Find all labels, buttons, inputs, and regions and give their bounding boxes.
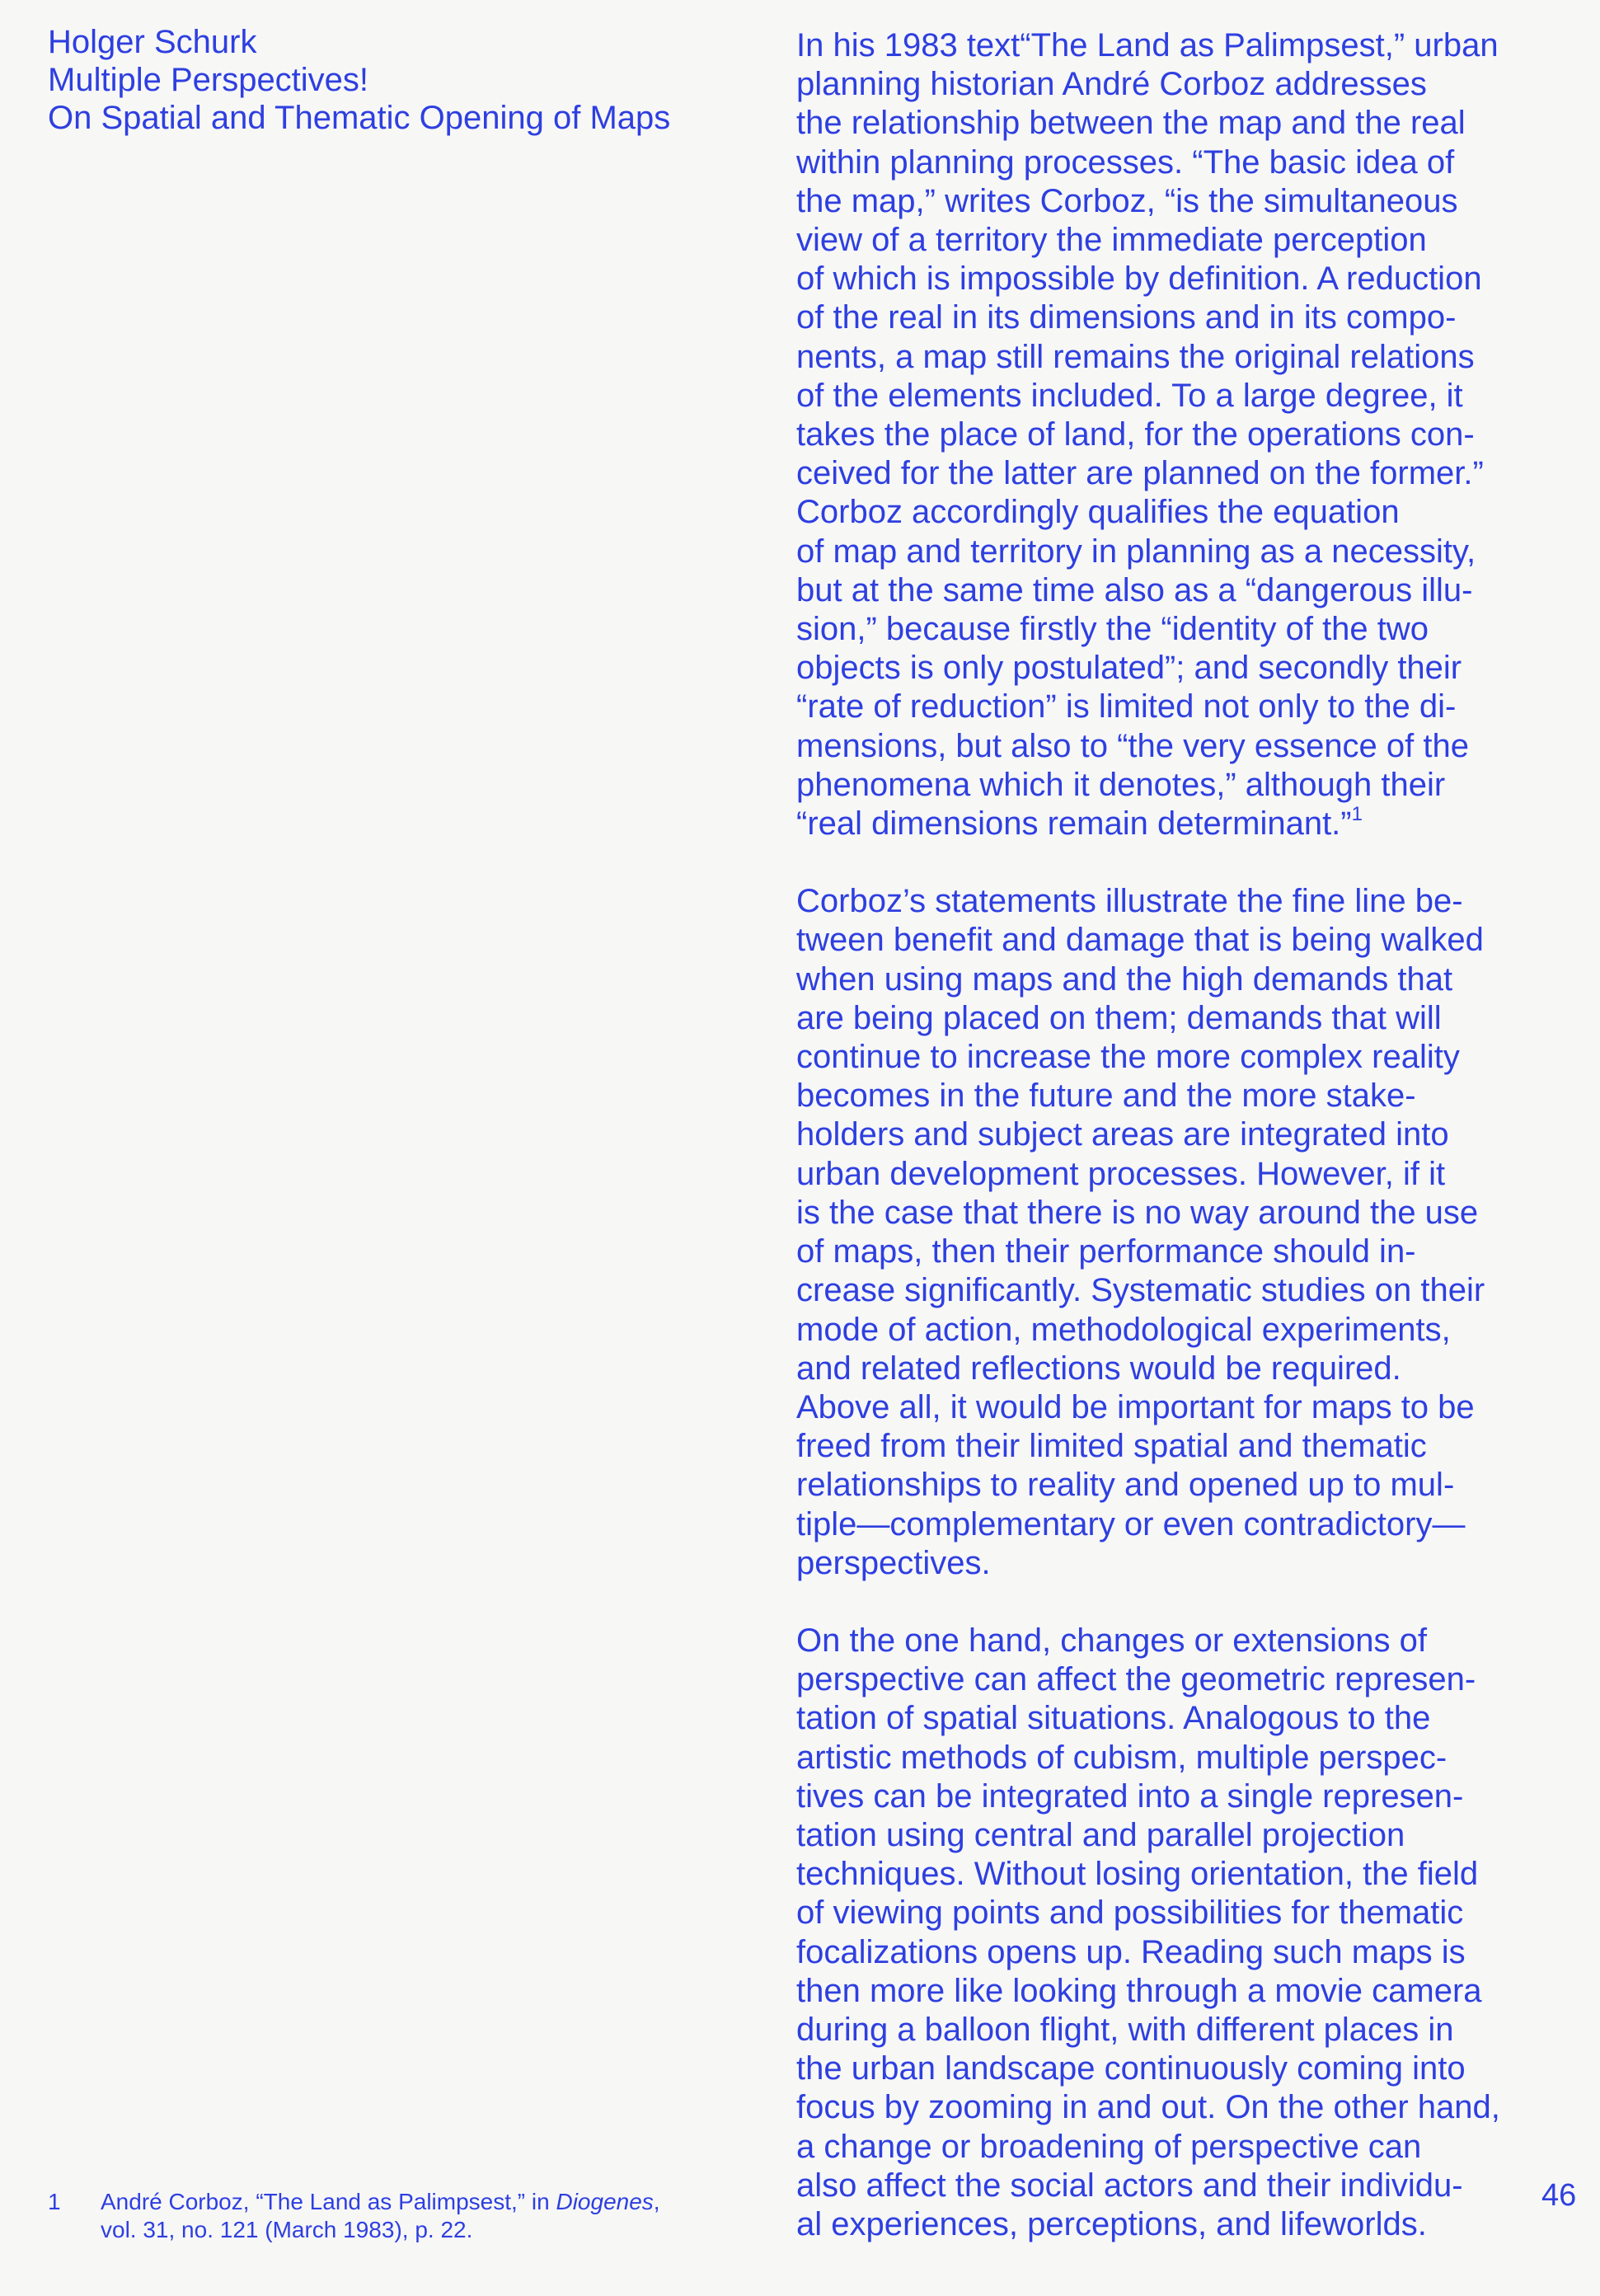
text-line: ceived for the latter are planned on the former.”: [796, 455, 1484, 492]
text-line: of which is impossible by definition. A reduction: [796, 261, 1482, 298]
text-line: urban development processes. However, if it: [796, 1155, 1446, 1192]
text-line: artistic methods of cubism, multiple perspec-: [796, 1739, 1448, 1776]
text-line: planning historian André Corboz addresses: [796, 66, 1427, 103]
text-line: of the real in its dimensions and in its compo-: [796, 299, 1457, 336]
text-line: of the elements included. To a large degree, it: [796, 377, 1463, 414]
text-line: focalizations opens up. Reading such maps is: [796, 1933, 1466, 1970]
text-line: freed from their limited spatial and thematic: [796, 1428, 1427, 1465]
text-line: tiple—complementary or even contradictory—: [796, 1505, 1466, 1542]
text-line: sion,” because firstly the “identity of the two: [796, 611, 1429, 648]
text-line: of map and territory in planning as a necessity,: [796, 533, 1476, 570]
text-line: the urban landscape continuously coming into: [796, 2050, 1466, 2087]
article-subtitle: On Spatial and Thematic Opening of Maps: [48, 100, 671, 136]
text-line: tation using central and parallel projection: [796, 1816, 1405, 1853]
text-line-content: “real dimensions remain determinant.”: [796, 805, 1352, 843]
body-text-column: [796, 26, 1522, 2244]
text-line: “rate of reduction” is limited not only to the di-: [796, 688, 1457, 725]
text-line: focus by zooming in and out. On the other hand,: [796, 2089, 1500, 2126]
text-line: tween benefit and damage that is being walked: [796, 922, 1484, 959]
text-line: Corboz’s statements illustrate the fine line be-: [796, 883, 1463, 920]
footnote-text: [101, 2188, 777, 2244]
footnote-citation-suffix: ,: [653, 2189, 660, 2214]
text-line: are being placed on them; demands that will: [796, 999, 1442, 1036]
text-line: during a balloon flight, with different places in: [796, 2011, 1454, 2048]
text-line: perspectives.: [796, 1544, 991, 1581]
text-line: continue to increase the more complex reality: [796, 1039, 1460, 1076]
article-title: Multiple Perspectives!: [48, 62, 369, 98]
text-line: also affect the social actors and their individu-: [796, 2167, 1463, 2204]
text-line: In his 1983 text“The Land as Palimpsest,” urban: [796, 27, 1499, 63]
text-line: is the case that there is no way around the use: [796, 1194, 1479, 1231]
text-line: a change or broadening of perspective can: [796, 2128, 1422, 2165]
text-line: when using maps and the high demands that: [796, 960, 1453, 998]
text-line: the map,” writes Corboz, “is the simultaneous: [796, 182, 1458, 219]
text-line: mensions, but also to “the very essence of the: [796, 727, 1469, 764]
paragraph-1: [796, 26, 1522, 843]
text-line: relationships to reality and opened up to mul-: [796, 1467, 1455, 1504]
footnote-line-2: vol. 31, no. 121 (March 1983), p. 22.: [101, 2217, 473, 2242]
text-line: techniques. Without losing orientation, the field: [796, 1856, 1479, 1893]
paragraph-2: [796, 882, 1522, 1583]
text-line: phenomena which it denotes,” although their: [796, 766, 1446, 803]
text-line: tives can be integrated into a single represen-: [796, 1777, 1464, 1815]
text-line: but at the same time also as a “dangerous illu-: [796, 571, 1473, 608]
text-line: tation of spatial situations. Analogous to the: [796, 1700, 1431, 1737]
text-line: crease significantly. Systematic studies on their: [796, 1272, 1485, 1309]
text-line: perspective can affect the geometric represen-: [796, 1661, 1476, 1698]
text-line-last: [796, 805, 1522, 843]
footnote-reference[interactable]: 1: [1351, 803, 1363, 826]
text-line: nents, a map still remains the original relations: [796, 338, 1475, 375]
text-line: al experiences, perceptions, and lifeworlds.: [796, 2205, 1427, 2242]
page-number: 46: [1541, 2178, 1577, 2213]
text-line: holders and subject areas are integrated into: [796, 1116, 1449, 1153]
text-line: within planning processes. “The basic idea of: [796, 143, 1455, 181]
text-line: On the one hand, changes or extensions of: [796, 1622, 1427, 1659]
text-line: then more like looking through a movie camera: [796, 1972, 1482, 2009]
footnote-journal-title: Diogenes: [556, 2189, 654, 2214]
text-line: takes the place of land, for the operations con-: [796, 416, 1475, 453]
text-line: Above all, it would be important for maps to be: [796, 1388, 1475, 1425]
text-line: and related reflections would be required.: [796, 1350, 1401, 1387]
text-line: of maps, then their performance should in-: [796, 1233, 1416, 1270]
text-line: Corboz accordingly qualifies the equation: [796, 494, 1400, 531]
paragraph-3: [796, 1622, 1522, 2244]
text-line: becomes in the future and the more stake-: [796, 1078, 1416, 1115]
text-line: of viewing points and possibilities for thematic: [796, 1895, 1464, 1932]
author-name: Holger Schurk: [48, 24, 257, 60]
text-line: the relationship between the map and the real: [796, 105, 1466, 142]
footnote-line-1: [101, 2188, 777, 2216]
text-line: objects is only postulated”; and secondly their: [796, 650, 1462, 687]
footnote-citation-prefix: André Corboz, “The Land as Palimpsest,” in: [101, 2189, 556, 2214]
article-header: [48, 23, 757, 137]
text-line: mode of action, methodological experiments,: [796, 1311, 1451, 1348]
footnote-number: 1: [48, 2189, 61, 2214]
text-line: view of a territory the immediate perception: [796, 222, 1427, 259]
